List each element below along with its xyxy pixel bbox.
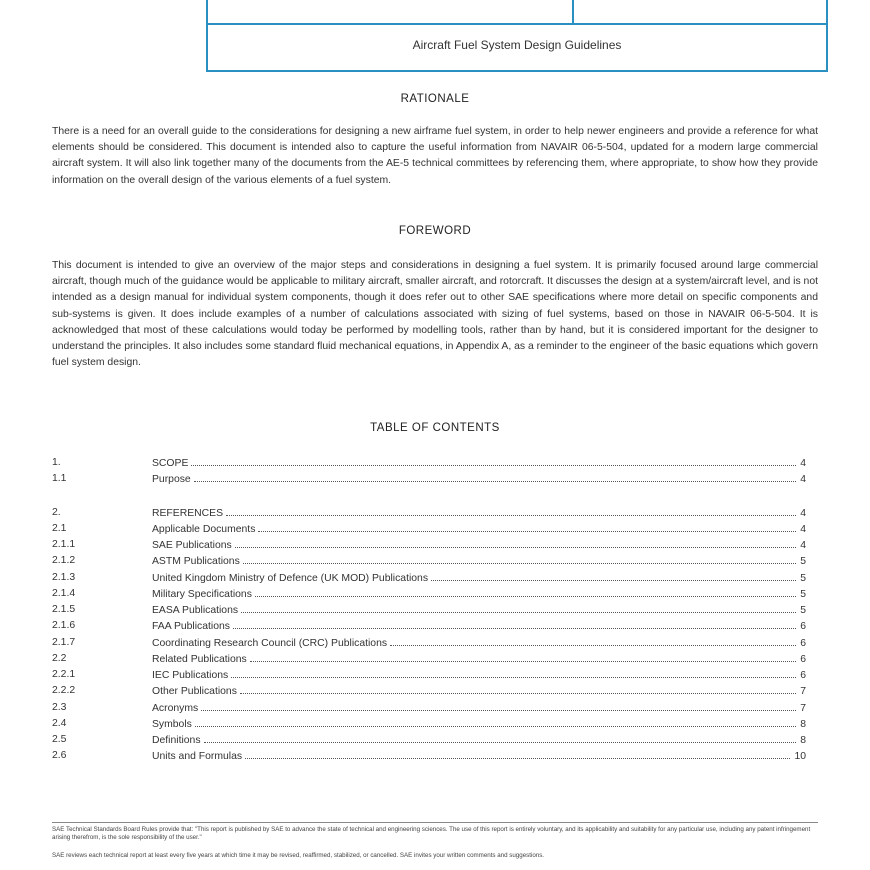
toc-entry[interactable] xyxy=(52,732,806,748)
toc-entry-page: 5 xyxy=(800,589,806,600)
toc-entry-page: 7 xyxy=(800,686,806,697)
toc-entry-title: EASA Publications xyxy=(152,605,239,616)
toc-entry-title: SAE Publications xyxy=(152,540,232,551)
toc-entry-number: 2.6 xyxy=(52,750,67,761)
header-divider-vertical xyxy=(572,0,574,25)
toc-leader-dots xyxy=(226,505,796,516)
toc-entry-title: Related Publications xyxy=(152,654,247,665)
toc-entry-title: Definitions xyxy=(152,735,201,746)
toc-entry-number: 2.1.6 xyxy=(52,620,76,631)
toc-entry[interactable] xyxy=(52,586,806,602)
toc-entry-title: Units and Formulas xyxy=(152,751,243,762)
footer-notice: SAE Technical Standards Board Rules provide that: "This report is published by SAE to advance the state of technical and engineering sciences. The use of this report is entirely voluntary, and its applicability and suitability for any particular use, including any patent infringement arising therefrom, is the sole responsibility of the user." xyxy=(52,826,811,841)
toc-leader-dots xyxy=(201,700,796,711)
toc-entry-number: 2.5 xyxy=(52,734,67,745)
toc-entry[interactable] xyxy=(52,618,806,634)
toc-entry-title: Applicable Documents xyxy=(152,524,256,535)
toc-entry-number: 2.1.4 xyxy=(52,588,76,599)
toc-leader-dots xyxy=(255,586,796,597)
toc-leader-dots xyxy=(240,683,796,694)
toc-entry-title: United Kingdom Ministry of Defence (UK MOD) Publications xyxy=(152,573,429,584)
toc-entry-page: 4 xyxy=(800,474,806,485)
toc-entry-page: 5 xyxy=(800,573,806,584)
toc-entry-title: SCOPE xyxy=(152,458,189,469)
foreword-heading: FOREWORD xyxy=(398,225,472,237)
footer-divider xyxy=(52,822,818,823)
toc-leader-dots xyxy=(250,651,796,662)
toc-entry-number: 2.4 xyxy=(52,718,67,729)
toc-entry-page: 4 xyxy=(800,458,806,469)
toc-entry-number: 2.1.2 xyxy=(52,555,76,566)
toc-entry-page: 6 xyxy=(800,638,806,649)
header-divider-horizontal xyxy=(208,23,826,25)
toc-entry[interactable] xyxy=(52,537,806,553)
toc-entry-title: FAA Publications xyxy=(152,621,230,632)
toc-leader-dots xyxy=(390,635,796,646)
footer-review-notice: SAE reviews each technical report at least every five years at which time it may be revised, reaffirmed, stabilized, or cancelled. SAE invites your written comments and suggestions. xyxy=(52,852,545,859)
toc-entry-page: 4 xyxy=(800,540,806,551)
document-header-box xyxy=(206,0,828,72)
toc-entry-page: 7 xyxy=(800,703,806,714)
toc-heading: TABLE OF CONTENTS xyxy=(370,422,500,434)
toc-entry-page: 6 xyxy=(800,621,806,632)
rationale-paragraph: There is a need for an overall guide to the considerations for designing a new airframe fuel system, in order to help newer engineers and provide a reference for what elements should be considered. This document is intended also to capture the useful information from NAVAIR 06-5-504, updated for a modern large commercial aircraft system. It will also link together many of the documents from the AE-5 technical committees by referencing them, where appropriate, to show how they provide information on the overall design of the various elements of a fuel system. xyxy=(52,126,818,186)
toc-entry[interactable] xyxy=(52,602,806,618)
document-title: Aircraft Fuel System Design Guidelines xyxy=(412,38,622,52)
toc-entry[interactable] xyxy=(52,716,806,732)
toc-entry-page: 10 xyxy=(794,751,806,762)
toc-entry-page: 8 xyxy=(800,735,806,746)
toc-entry-title: Symbols xyxy=(152,719,192,730)
toc-leader-dots xyxy=(431,570,796,581)
foreword-paragraph: This document is intended to give an overview of the major steps and considerations in designing a fuel system. It is primarily focused around large commercial aircraft, though much of the guidance would be applicable to military aircraft, smaller aircraft, and rotorcraft. It discusses the design at a system/aircraft level, and is not intended as a design manual for individual system components, though it does refer out to other SAE specifications where more detail on specific components and sub-systems is given. It does include examples of a number of calculations associated with sizing of fuel systems, based on those in NAVAIR 06-5-504. It is acknowledged that most of these calculations would today be performed by modelling tools, rather than by hand, but it is considered important for the designer to understand the principles. It also includes some standard fluid mechanical equations, in Appendix A, as a reminder to the engineer of the basic equations which govern fuel system design. xyxy=(52,260,818,369)
toc-entry-number: 1.1 xyxy=(52,473,67,484)
toc-leader-dots xyxy=(245,748,790,759)
toc-entry-title: IEC Publications xyxy=(152,670,229,681)
toc-entry-number: 2.2.2 xyxy=(52,685,76,696)
toc-entry-title: Coordinating Research Council (CRC) Publications xyxy=(152,638,388,649)
toc-leader-dots xyxy=(243,553,796,564)
toc-entry-number: 2.3 xyxy=(52,702,67,713)
toc-leader-dots xyxy=(195,716,796,727)
toc-entry-number: 2.1 xyxy=(52,523,67,534)
toc-entry-page: 5 xyxy=(800,556,806,567)
toc-entry-number: 1. xyxy=(52,457,61,468)
toc-entry-number: 2.2 xyxy=(52,653,67,664)
toc-leader-dots xyxy=(231,667,796,678)
toc-entry-title: Other Publications xyxy=(152,686,237,697)
toc-leader-dots xyxy=(241,602,796,613)
toc-leader-dots xyxy=(191,455,796,466)
toc-entry-title: ASTM Publications xyxy=(152,556,240,567)
toc-entry-title: Military Specifications xyxy=(152,589,252,600)
toc-entry[interactable] xyxy=(52,635,806,651)
toc-leader-dots xyxy=(194,471,797,482)
toc-entry[interactable] xyxy=(52,667,806,683)
toc-entry-number: 2.2.1 xyxy=(52,669,76,680)
toc-leader-dots xyxy=(258,521,796,532)
toc-entry[interactable] xyxy=(52,683,806,699)
toc-entry-number: 2.1.1 xyxy=(52,539,76,550)
toc-entry[interactable] xyxy=(52,553,806,569)
toc-entry-title: REFERENCES xyxy=(152,508,224,519)
toc-entry[interactable] xyxy=(52,700,806,716)
rationale-heading: RATIONALE xyxy=(400,93,470,105)
toc-entry-number: 2.1.5 xyxy=(52,604,76,615)
toc-entry-title: Acronyms xyxy=(152,703,199,714)
toc-entry-number: 2.1.7 xyxy=(52,637,76,648)
toc-entry[interactable] xyxy=(52,521,806,537)
toc-entry-page: 5 xyxy=(800,605,806,616)
toc-entry-title: Purpose xyxy=(152,474,191,485)
toc-entry-number: 2. xyxy=(52,507,61,518)
toc-leader-dots xyxy=(204,732,797,743)
toc-entry-page: 8 xyxy=(800,719,806,730)
toc-entry-page: 6 xyxy=(800,670,806,681)
toc-leader-dots xyxy=(233,618,796,629)
toc-leader-dots xyxy=(235,537,797,548)
toc-entry[interactable] xyxy=(52,455,806,471)
toc-entry[interactable] xyxy=(52,505,806,521)
toc-entry-page: 4 xyxy=(800,524,806,535)
toc-entry[interactable] xyxy=(52,651,806,667)
toc-entry-page: 4 xyxy=(800,508,806,519)
toc-entry-page: 6 xyxy=(800,654,806,665)
toc-entry[interactable] xyxy=(52,570,806,586)
toc-entry[interactable] xyxy=(52,748,806,764)
toc-entry-number: 2.1.3 xyxy=(52,572,76,583)
toc-entry[interactable] xyxy=(52,471,806,487)
